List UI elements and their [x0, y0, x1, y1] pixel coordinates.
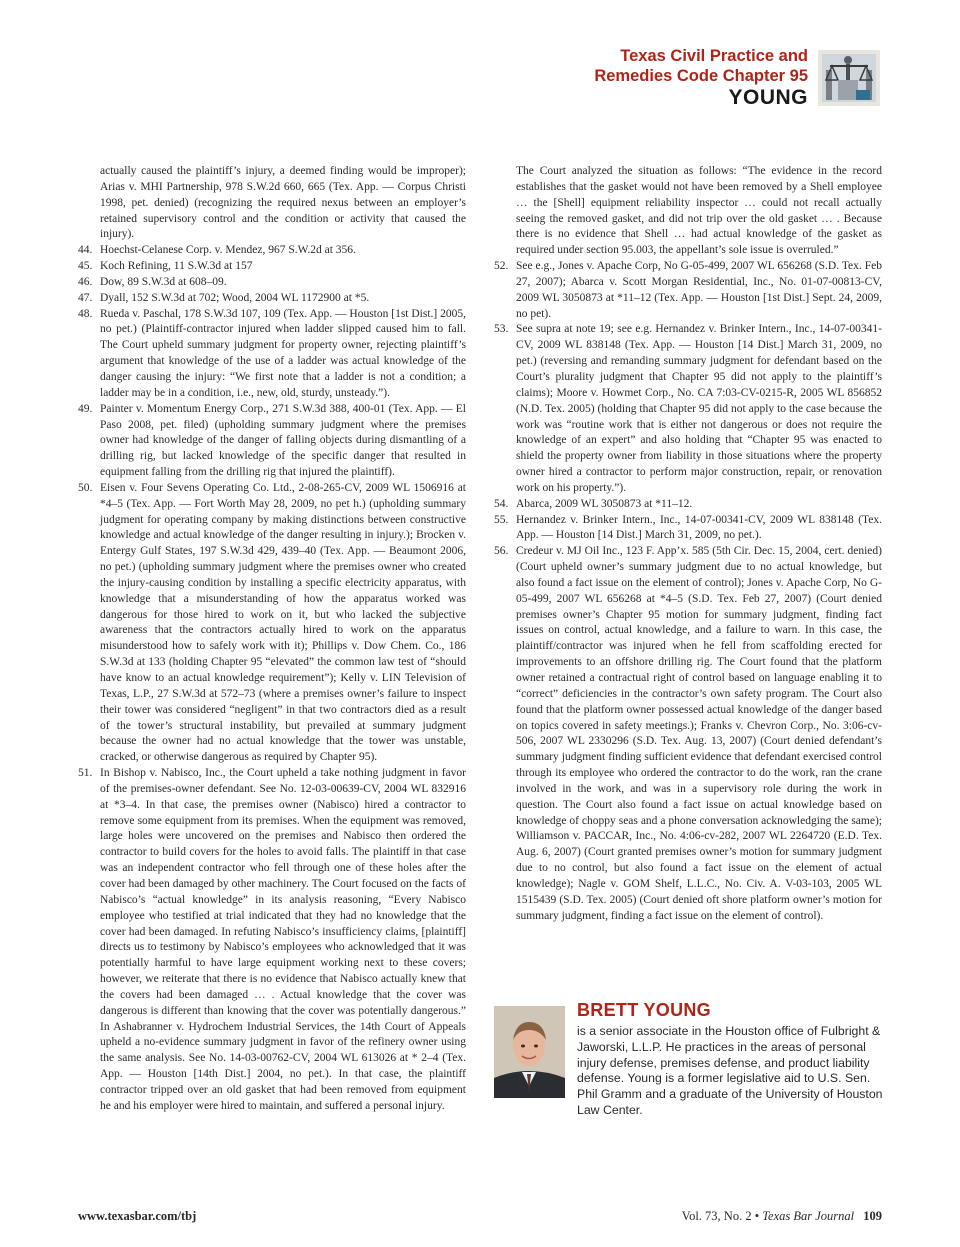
author-name: BRETT YOUNG	[577, 1000, 711, 1020]
footnote-number: 55.	[494, 513, 509, 526]
footnote	[494, 322, 882, 496]
footer-bullet: •	[754, 1209, 760, 1223]
footer-publication	[682, 1209, 882, 1224]
footnote	[494, 544, 882, 924]
footnote-text: Rueda v. Paschal, 178 S.W.3d 107, 109 (Tex. App. — Houston [1st Dist.] 2005, no pet.) (Plaintiff-contractor injured when ladder slipped caused him to fall. The Court upheld summary judgment for property owner, rejecting plaintiff’s argument that knowledge of the use of a ladder was actual knowledge of the danger causing the injury: “We first note that a ladder is not a condition; a ladder may be in a condition, i.e., new, old, sturdy, unsteady.”).	[100, 307, 467, 399]
footnote-number: 48.	[78, 307, 93, 320]
left-footnotes	[78, 243, 466, 1114]
footnote-text: See e.g., Jones v. Apache Corp, No G-05-499, 2007 WL 656268 (S.D. Tex. Feb 27, 2007); Abarca v. Scott Morgan Residential, Inc., No. 01-07-00813-CV, 2009 WL 3050873 at *11–12 (Tex. App. — Houston [1st Dist.] Sept. 24, 2009, no pet).	[516, 260, 882, 320]
footnote-text: In Bishop v. Nabisco, Inc., the Court upheld a take nothing judgment in favor of the premises-owner defendant. See No. 12-03-00639-CV, 2004 WL 832916 at *3–4. In that case, the premises owner (Nabisco) hired a contractor to remove some equipment from its premises. When the equipment was removed, large holes were uncovered on the premises and Nabisco then ordered the contractor to build covers for the holes to avoid falls. The plaintiff in that case was an independent contractor who fell through one of these holes after the cover had been damaged by other machinery. The Court focused on the facts of Nabisco’s “actual knowledge” in its analysis reasoning, “Every Nabisco employee who testified at trial indicated that they had no knowledge that the cover had been damaged. In refuting Nabisco’s insufficiency claims, [plaintiff] directs us to testimony by Nabisco’s employees who acknowledged that it was potentially harmful to have large equipment working next to these covers; however, we reiterate that there is no evidence that Nabisco actually knew that the covers had been damaged … . Actual knowledge that the cover was dangerous is different than knowing that the cover was potentially dangerous.” In Ashabranner v. Hydrochem Industrial Services, the 14th Court of Appeals upheld a no-evidence summary judgment in favor of the refinery owner using the same analysis. See No. 14-03-00762-CV, 2004 WL 613026 at * 2–4 (Tex. App. — Houston [14th Dist.] 2004, no pet.). In that case, the plaintiff contractor tripped over an old gasket that had been removed from equipment he and his employer were hired to maintain, and suffered a personal injury.	[100, 767, 466, 1112]
footnote	[494, 513, 882, 545]
footnote-text: Dyall, 152 S.W.3d at 702; Wood, 2004 WL 1172900 at *5.	[100, 291, 370, 304]
footnote	[494, 497, 882, 513]
footnote-number: 49.	[78, 402, 93, 415]
footnote-text: Painter v. Momentum Energy Corp., 271 S.W.3d 388, 400-01 (Tex. App. — El Paso 2008, pet. filed) (upholding summary judgment where the premises owner had knowledge of the danger of falling objects during dismantling of a drilling rig, but lacked knowledge of the specific danger that resulted in equipment falling from the drilling rig that injured the plaintiff).	[100, 402, 466, 479]
footnote	[78, 307, 466, 402]
footnote	[78, 243, 466, 259]
footnote	[78, 402, 466, 481]
footnote	[78, 766, 466, 1115]
footnote-number: 53.	[494, 323, 509, 336]
left-continuation: actually caused the plaintiff’s injury, a deemed finding would be improper); Arias v. MHI Partnership, 978 S.W.2d 660, 665 (Tex. App. — Corpus Christi 1998, pet. denied) (recognizing the required nexus between an employer’s retained supervisory control and the condition or activity that caused the injury).	[100, 165, 466, 241]
left-column	[78, 164, 466, 1115]
footnote-text: Abarca, 2009 WL 3050873 at *11–12.	[516, 497, 693, 510]
page-number: 109	[863, 1209, 882, 1223]
right-continuation: The Court analyzed the situation as follows: “The evidence in the record establishes that the gasket would not have been removed by a Shell employee … the [Shell] equipment reliability inspector … could not recall actually seeing the removed gasket, and did not trip over the old gasket … . Because there is no evidence that Shell … had actual knowledge of the gasket as required under section 95.003, the appellant’s sole issue is overruled.”	[516, 165, 882, 257]
running-header	[594, 46, 808, 110]
header-title-line1: Texas Civil Practice and	[620, 47, 808, 65]
author-portrait-icon	[494, 1006, 565, 1098]
author-bio: is a senior associate in the Houston office of Fulbright & Jaworski, L.L.P. He practices in the areas of personal injury defense, premises defense, and product liability defense. Young is a former legislative aid to U.S. Sen. Phil Gramm and a graduate of the University of Houston Law Center.	[577, 1024, 883, 1117]
scales-of-justice-icon	[818, 50, 880, 106]
footer-volume: Vol. 73, No. 2	[681, 1209, 752, 1223]
footnote-number: 51.	[78, 767, 93, 780]
footnote	[78, 291, 466, 307]
footnote-number: 45.	[78, 260, 93, 273]
right-footnotes	[494, 259, 882, 924]
footnote-text: Dow, 89 S.W.3d at 608–09.	[100, 275, 227, 288]
footnote	[494, 259, 882, 322]
footnote-text: Eisen v. Four Sevens Operating Co. Ltd., 2-08-265-CV, 2009 WL 1506916 at *4–5 (Tex. App. — Fort Worth May 28, 2009, no pet h.) (upholding summary judgment for operating company by making distinctions between constructive knowledge and actual knowledge of the danger resulting in injury.); Brocken v. Entergy Gulf States, 197 S.W.3d 429, 439–40 (Tex. App. — Beaumont 2006, no pet.) (upholding summary judgment where the premises owner who created the injury-causing condition by installing a specific electricity apparatus, with knowledge that a misunderstanding of how the apparatus worked was dangerous for those hired to work on it, but who lacked the subjective awareness that the contractors actually hired to work on the apparatus misunderstood how to safely work with it); Phillips v. Dow Chem. Co., 186 S.W.3d at 133 (holding Chapter 95 “elevated” the common law test of “should have know to an actual knowledge requirement”); Kelly v. LIN Television of Texas, L.P., 27 S.W.3d at 572–73 (where a premises owner’s failure to inspect their tower was considered “negligent” in that two contractors died as a result of the tower’s structural instability, but prevailed at summary judgment because the owner had no actual knowledge that the tower was unstable, cracked, or otherwise dangerous as required by Chapter 95).	[100, 481, 466, 764]
footnote-number: 52.	[494, 260, 509, 273]
footnote	[78, 481, 466, 766]
right-column	[494, 164, 882, 925]
header-title-line2: Remedies Code Chapter 95	[594, 67, 808, 85]
footnote-number: 47.	[78, 291, 93, 304]
header-author: YOUNG	[728, 86, 808, 109]
footnote-text: Hernandez v. Brinker Intern., Inc., 14-07-00341-CV, 2009 WL 838148 (Tex. App. — Houston [14 Dist.] March 31, 2009, no pet.).	[516, 513, 882, 542]
footer-journal: Texas Bar Journal	[762, 1209, 855, 1223]
footnote-text: Hoechst-Celanese Corp. v. Mendez, 967 S.W.2d at 356.	[100, 244, 356, 257]
footnote-number: 50.	[78, 481, 93, 494]
footnote-number: 44.	[78, 244, 93, 257]
footnote-text: Credeur v. MJ Oil Inc., 123 F. App’x. 585 (5th Cir. Dec. 15, 2004, cert. denied) (Court upheld owner’s summary judgment due to no actual knowledge, but also found a fact issue on the element of control); Jones v. Apache Corp, No G-05-499, 2007 WL 656268 at *4–5 (S.D. Tex. Feb 27, 2007) (Court denied premises owner’s Chapter 95 motion for summary judgment, finding fact issues on control, actual knowledge, and a failure to warn. In this case, the plaintiff/contractor was injured when he fell from scaffolding erected for improvements to an offshore drilling rig. The Court found that the platform owner retained a contractual right of control based on language enabling it to “correct” deficiencies in the contractor’s own safety program. The Court also found that the platform owner possessed actual knowledge of the danger based on topics covered in safety meetings.); Franks v. Chevron Corp., No. 3:06-cv-506, 2007 WL 2330296 (S.D. Tex. Aug. 13, 2007) (Court denied defendant’s summary judgment finding sufficient evidence that defendant exercised control through its employee who ordered the contractor to do the work, ran the crane involved in the work, and was in a supervisory role during the work in question. The Court also found a fact issue on actual knowledge based on knowledge of choppy seas and a phone conversation acknowledging the same); Williamson v. PACCAR, Inc., No. 4:06-cv-282, 2007 WL 2264720 (E.D. Tex. Aug. 6, 2007) (Court granted premises owner’s motion for summary judgment due to no control, but also found a fact issue on the element of actual knowledge); Nagle v. GOM Shelf, L.L.C., No. Civ. A. V-03-103, 2005 WL 1515439 (S.D. Tex. 2005) (Court denied oft shore platform owner’s motion for summary judgment, finding a fact issue on the element of control).	[516, 545, 882, 922]
footnote-number: 54.	[494, 497, 509, 510]
footnote	[78, 275, 466, 291]
footnote-number: 56.	[494, 545, 509, 558]
footnote-number: 46.	[78, 275, 93, 288]
footnote	[78, 259, 466, 275]
footer-url: www.texasbar.com/tbj	[78, 1209, 197, 1223]
footnote-text: See supra at note 19; see e.g. Hernandez v. Brinker Intern., Inc., 14-07-00341-CV, 2009 WL 838148 (Tex. App. — Houston [14 Dist.] March 31, 2009, no pet.) (reversing and remanding summary judgment for defendant based on the Court’s plurality judgment that Chapter 95 did not apply to the plaintiff’s claims); Moore v. Howmet Corp., No. CA 7:03-CV-0215-R, 2005 WL 856852 (N.D. Tex. 2005) (holding that Chapter 95 did not apply to the case because the work was “routine work that is either not dangerous or does not require the knowledge of an expert” and also holding that “Chapter 95 was enacted to shield the property owner from liability in those situations where the property owner hired a contractor to perform major construction, repair, or renovation work on his property.”).	[516, 323, 882, 494]
footnote-text: Koch Refining, 11 S.W.3d at 157	[100, 260, 253, 273]
